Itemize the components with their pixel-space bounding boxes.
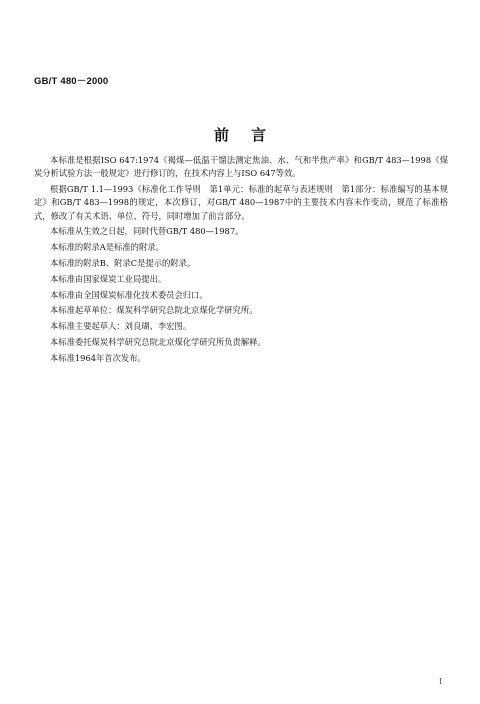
paragraph-first-issued: 本标准1964年首次发布。 bbox=[50, 352, 146, 363]
paragraph-revision: 根据GB/T 1.1—1993《标准化工作导则 第1单元：标准的起草与表述规则 第1部分：标准编写的基本规定》和GB/T 483—1998的规定，本次修订，对GB/T 480—1987中的主要技术内容未作变动，规范了标准格式，修改了有关术语、单位、符号，同时增加了前言部分。 bbox=[34, 184, 448, 221]
paragraph-proposed-by: 本标准由国家煤炭工业局提出。 bbox=[50, 273, 167, 284]
foreword-body bbox=[34, 154, 448, 368]
paragraph-interpretation: 本标准委托煤炭科学研究总院北京煤化学研究所负责解释。 bbox=[50, 337, 266, 348]
paragraph-drafting-unit: 本标准起草单位：煤炭科学研究总院北京煤化学研究所。 bbox=[50, 305, 258, 316]
paragraph-supersedes: 本标准从生效之日起，同时代替GB/T 480—1987。 bbox=[50, 226, 244, 237]
paragraph-drafters: 本标准主要起草人：刘良瑚、李宏图。 bbox=[50, 321, 192, 332]
paragraph-basis: 本标准是根据ISO 647:1974《褐煤—低温干馏法测定焦油、水、气和半焦产率》和GB/T 483—1998《煤炭分析试验方法一般规定》进行修订的，在技术内容上与ISO 647等效。 bbox=[34, 155, 448, 179]
paragraph-annex-a: 本标准的附录A是标准的附录。 bbox=[50, 242, 164, 253]
paragraph-annex-bc: 本标准的附录B、附录C是提示的附录。 bbox=[50, 258, 196, 269]
page-number: I bbox=[439, 677, 443, 686]
paragraph-centralized-by: 本标准由全国煤炭标准化技术委员会归口。 bbox=[50, 289, 208, 300]
standard-number: GB/T 480－2000 bbox=[34, 76, 109, 87]
page-title: 前言 bbox=[213, 126, 288, 144]
